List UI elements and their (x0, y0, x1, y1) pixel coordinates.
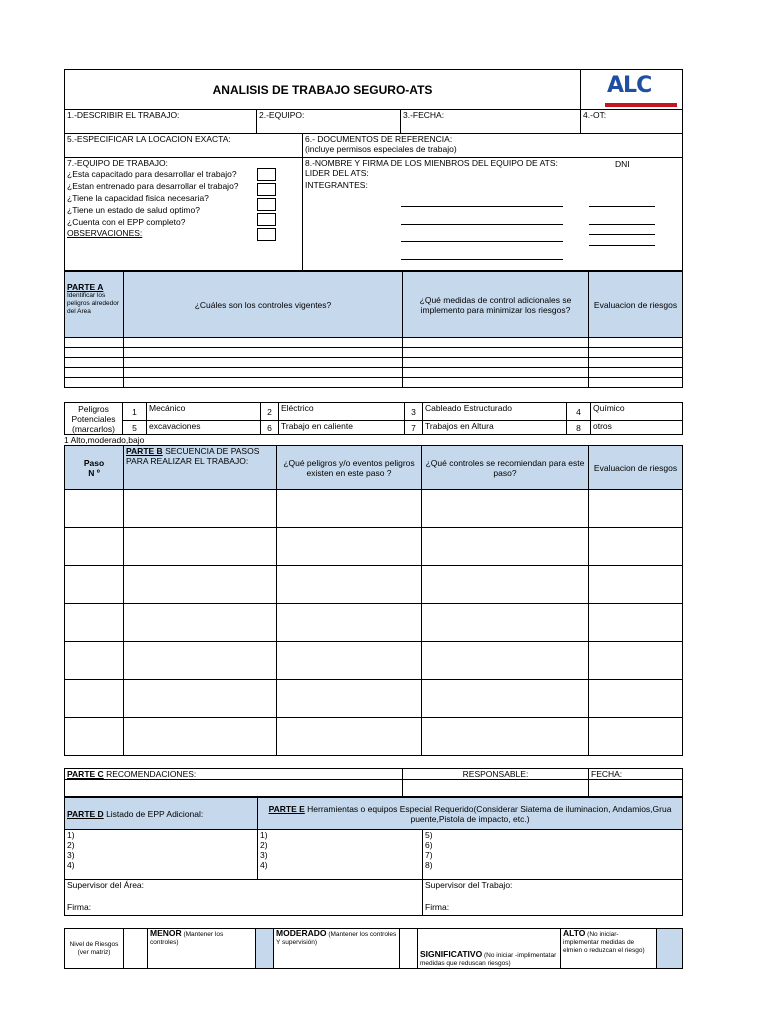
fecha-field[interactable]: 3.-FECHA: (401, 110, 581, 134)
menor-box[interactable] (124, 929, 148, 969)
herramientas-list-b[interactable]: 5) 6) 7) 8) (423, 830, 683, 880)
documentos-field[interactable]: 6.- DOCUMENTOS DE REFERENCIA: (incluye permisos especiales de trabajo) (303, 134, 683, 158)
parte-c-label: PARTE C RECOMENDACIONES: (65, 769, 403, 780)
form-title: ANALISIS DE TRABAJO SEGURO-ATS (65, 70, 581, 110)
ot-field[interactable]: 4.-OT: (581, 110, 683, 134)
peligros-nota: 1 Alto,moderado,bajo (64, 435, 145, 445)
parte-a-col1: ¿Cuáles son los controles vigentes? (124, 272, 403, 338)
peligro-item[interactable]: excavaciones (147, 421, 261, 435)
logo-text: ALC (607, 73, 652, 98)
peligro-item[interactable]: Trabajos en Altura (423, 421, 567, 435)
peligro-item[interactable]: otros (591, 421, 683, 435)
check-box[interactable] (257, 168, 276, 181)
equipo-trabajo-section: 7.-EQUIPO DE TRABAJO: ¿Esta capacitado para desarrollar el trabajo? ¿Estan entrenado para desarrollar el trabajo? ¿Tiene la capacidad fisica necesaria? ¿Tiene un estado de salud optimo? ¿Cuenta con el EPP completo? OBSERVACIONES: (65, 158, 303, 271)
parte-b-col2: ¿Qué controles se recomiendan para este paso? (422, 446, 589, 490)
peligros-table: Peligros Potenciales (marcarlos) 1 Mecánico 2 Eléctrico 3 Cableado Estructurado 4 Químico 5 excavaciones 6 Trabajo en caliente 7 Trabajos en Altura 8 otros (64, 402, 683, 435)
peligros-label: Peligros Potenciales (marcarlos) (65, 403, 123, 435)
supervisor-trabajo[interactable]: Supervisor del Trabajo: Firma: (423, 880, 683, 916)
parte-a-col2: ¿Qué medidas de control adicionales se implemento para minimizar los riesgos? (403, 272, 589, 338)
significativo-label: SIGNIFICATIVO (No iniciar -implimentatar medidas que reduscan riesgos) (418, 929, 561, 969)
alto-box[interactable] (657, 929, 683, 969)
parte-e-label: PARTE E Herramientas o equipos Especial Requerido(Considerar Siatema de iluminacion, Andamios,Grua puente,Pistola de impacto, etc.) (258, 798, 683, 830)
describir-field[interactable]: 1.-DESCRIBIR EL TRABAJO: (65, 110, 257, 134)
responsable-label: RESPONSABLE: (403, 769, 589, 780)
parte-a-col3: Evaluacion de riesgos (589, 272, 683, 338)
parte-b-col3: Evaluacion de riesgos (589, 446, 683, 490)
company-logo (581, 70, 683, 110)
paso-header: Paso N º (65, 446, 124, 490)
equipo-question: ¿Tiene un estado de salud optimo? (67, 205, 200, 215)
peligro-item[interactable]: Mecánico (147, 403, 261, 421)
miembros-section: 8.-NOMBRE Y FIRMA DE LOS MIENBROS DEL EQUIPO DE ATS: LIDER DEL ATS: INTEGRANTES: DNI (303, 158, 683, 271)
check-box[interactable] (257, 183, 276, 196)
significativo-box[interactable] (400, 929, 418, 969)
ats-form (64, 69, 682, 969)
locacion-field[interactable]: 5.-ESPECIFICAR LA LOCACION EXACTA: (65, 134, 303, 158)
peligro-item[interactable]: Eléctrico (279, 403, 405, 421)
nivel-riesgo-label: Nivel de Riesgos (ver matriz) (65, 929, 124, 969)
peligro-item[interactable]: Químico (591, 403, 683, 421)
equipo-question: ¿Estan entrenado para desarrollar el trabajo? (67, 181, 239, 191)
check-box[interactable] (257, 198, 276, 211)
equipo-question: ¿Cuenta con el EPP completo? (67, 217, 186, 227)
alto-label: ALTO (No iniciar- implementar medidas de elmien o reduzcan el riesgo) (561, 929, 657, 969)
niveles-table (64, 928, 683, 969)
parte-a-table (64, 271, 683, 388)
moderado-label: MODERADO (Mantener los controles Y supervisión) (274, 929, 400, 969)
dni-label: DNI (615, 159, 630, 169)
check-box[interactable] (257, 213, 276, 226)
supervisor-area[interactable]: Supervisor del Área: Firma: (65, 880, 423, 916)
header-table (64, 69, 683, 271)
parte-a-label: PARTE A Identificar los peligros alrededor del Area (65, 272, 124, 338)
parte-b-label: PARTE B SECUENCIA DE PASOS PARA REALIZAR EL TRABAJO: (124, 446, 277, 490)
parte-b-col1: ¿Qué peligros y/o eventos peligros existen en este paso ? (277, 446, 422, 490)
peligro-item[interactable]: Cableado Estructurado (423, 403, 567, 421)
parte-c-table (64, 768, 683, 797)
parte-d-e-table (64, 797, 683, 916)
check-box[interactable] (257, 228, 276, 241)
herramientas-list-a[interactable]: 1) 2) 3) 4) (258, 830, 423, 880)
peligro-item[interactable]: Trabajo en caliente (279, 421, 405, 435)
menor-label: MENOR (Mantener los controles) (148, 929, 256, 969)
moderado-box[interactable] (256, 929, 274, 969)
equipo-question: ¿Esta capacitado para desarrollar el trabajo? (67, 169, 237, 179)
equipo-field[interactable]: 2.-EQUIPO: (257, 110, 401, 134)
fecha-c-label: FECHA: (589, 769, 683, 780)
parte-d-label: PARTE D Listado de EPP Adicional: (65, 798, 258, 830)
parte-b-table (64, 445, 683, 756)
checkbox-column (257, 168, 276, 243)
observaciones-label: OBSERVACIONES: (67, 228, 143, 238)
epp-list[interactable]: 1) 2) 3) 4) (65, 830, 258, 880)
equipo-question: ¿Tiene la capacidad fisica necesaria? (67, 193, 209, 203)
